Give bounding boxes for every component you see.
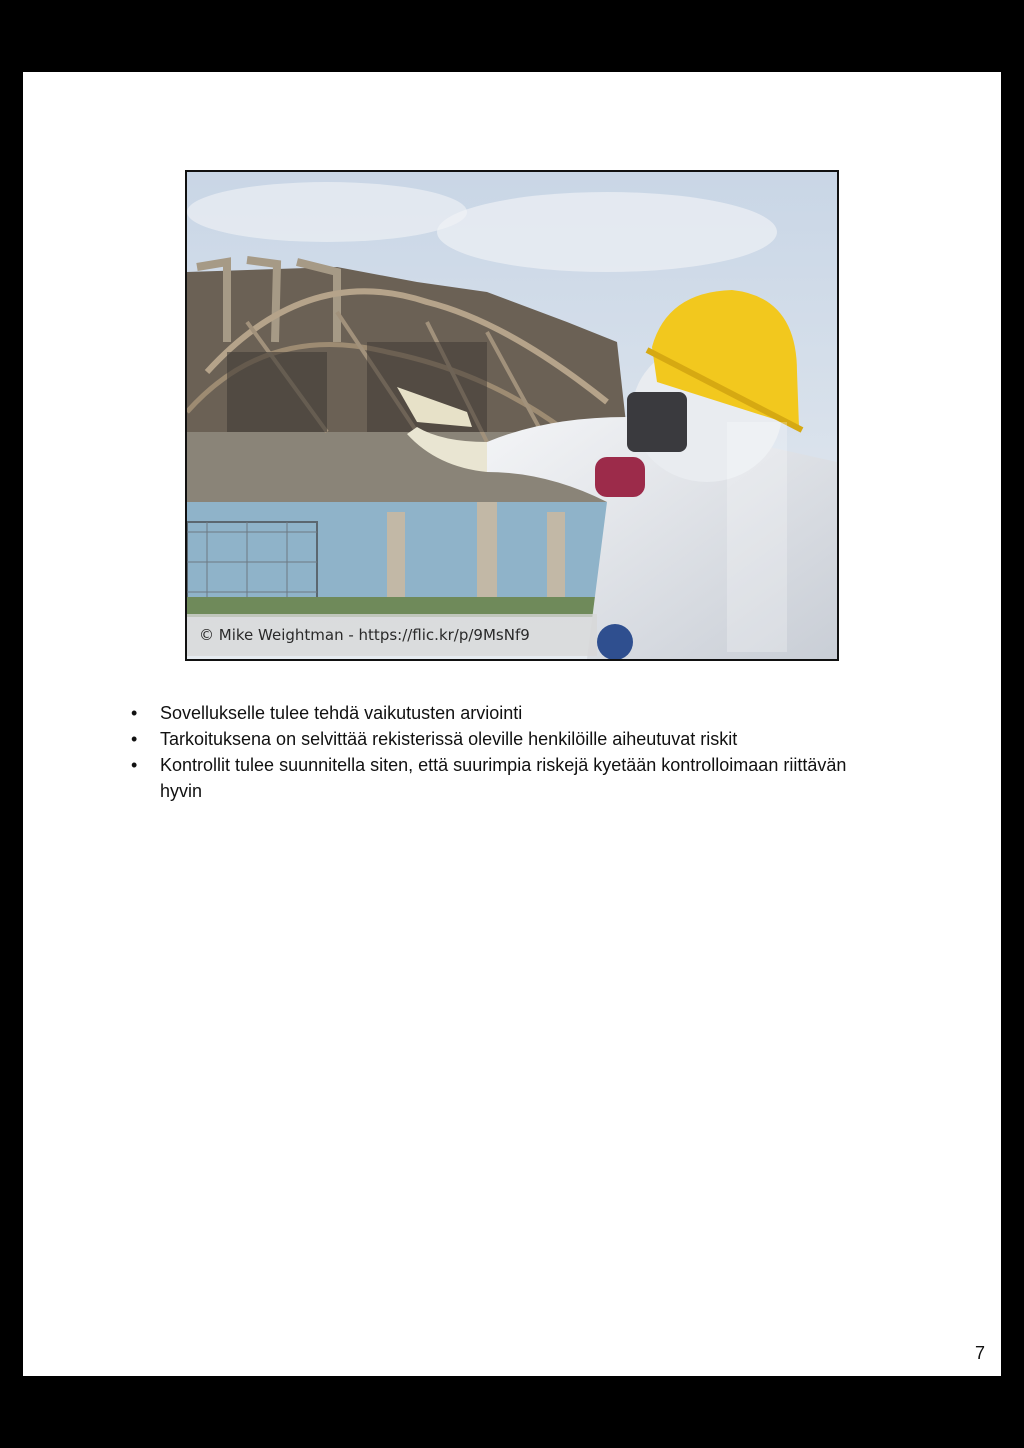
bullet-text: Sovellukselle tulee tehdä vaikutusten arviointi [160,703,523,723]
bullet-text: Tarkoituksena on selvittää rekisterissä oleville henkilöille aiheutuvat riskit [160,729,738,749]
photo-worker-at-damaged-plant [185,170,839,661]
document-page [23,72,1001,1376]
bullet-text: Kontrollit tulee suunnitella siten, että suurimpia riskejä kyetään kontrolloimaan riittävän hyvin [160,755,847,801]
bullet-marker: • [131,703,138,723]
bullet-item [131,752,891,804]
photo-credit: © Mike Weightman - https://flic.kr/p/9MsNf9 [187,614,597,656]
bullet-list [131,700,891,804]
bullet-marker: • [131,729,138,749]
bullet-item [131,700,891,726]
bullet-marker: • [131,755,138,775]
photo-illustration [187,172,837,659]
page-number: 7 [974,1343,985,1363]
bullet-item [131,726,891,752]
